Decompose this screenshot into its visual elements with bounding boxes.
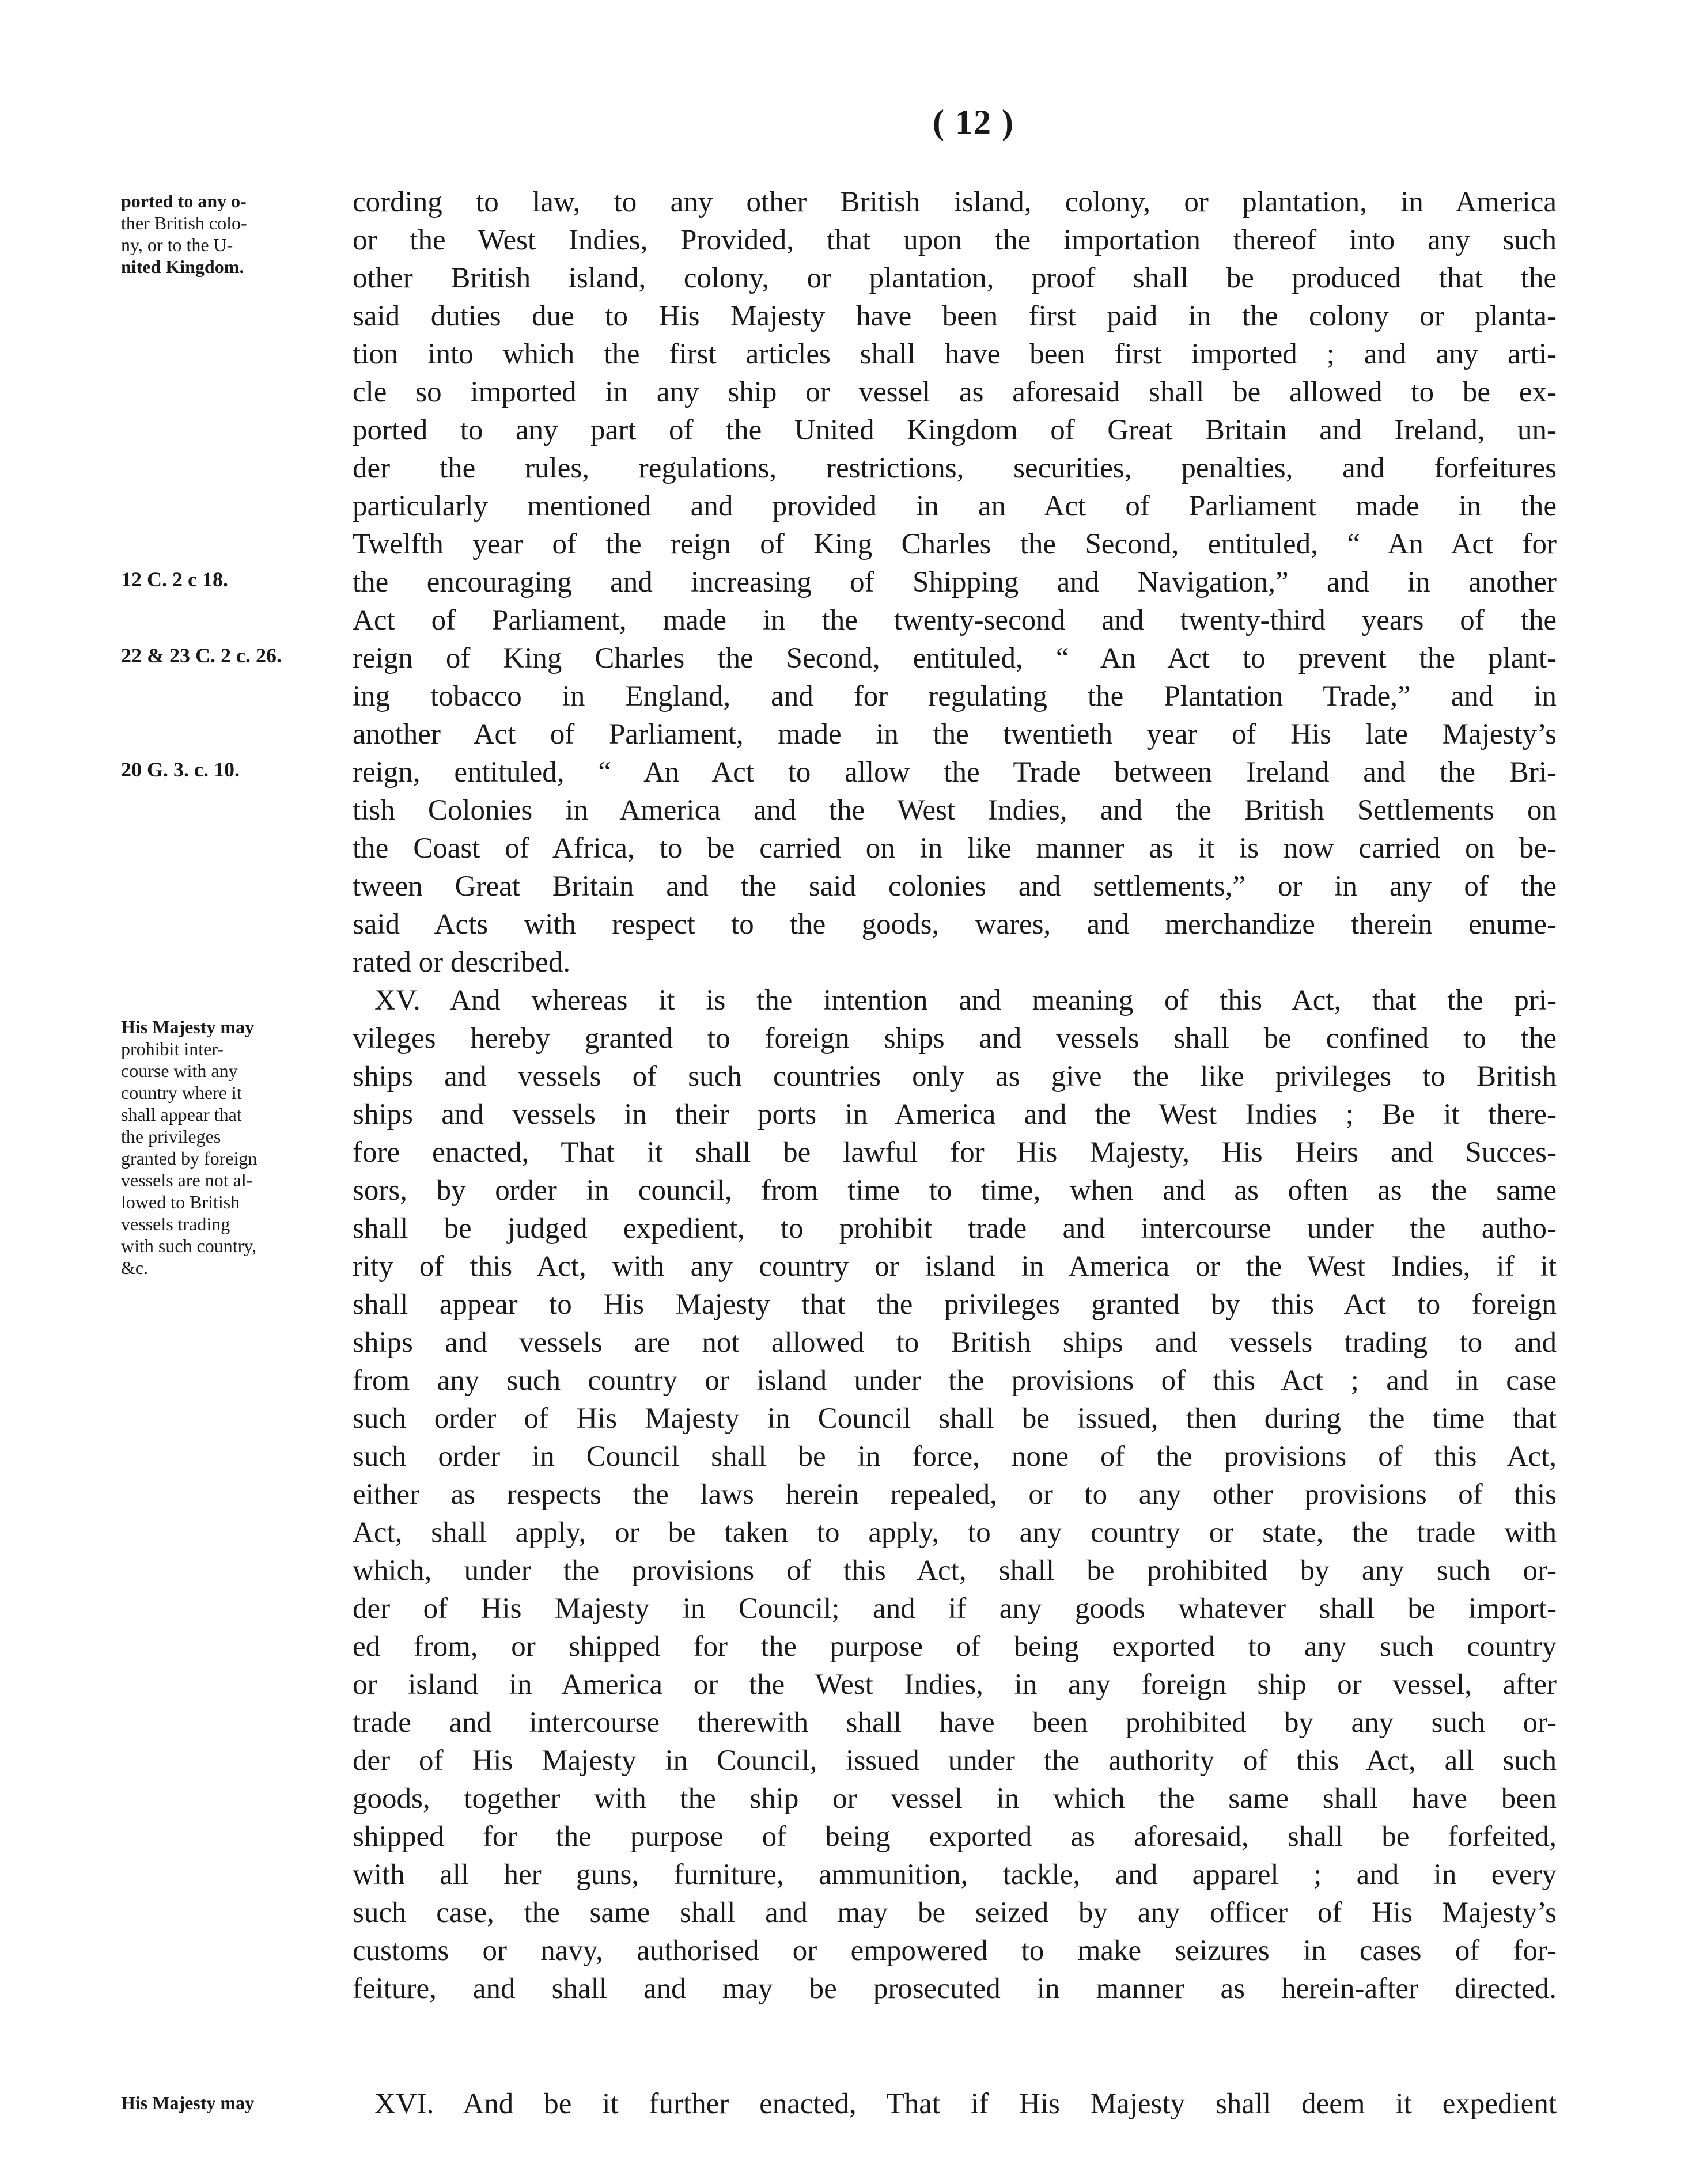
body-line: der of His Majesty in Council; and if any goods whatever shall be import-	[353, 1592, 1557, 1625]
body-line: trade and intercourse therewith shall have been prohibited by any such or-	[353, 1707, 1557, 1739]
body-line: Act of Parliament, made in the twenty-second and twenty-third years of the	[353, 604, 1557, 636]
body-line: vileges hereby granted to foreign ships and vessels shall be confined to the	[353, 1022, 1557, 1055]
body-line: goods, together with the ship or vessel in which the same shall have been	[353, 1783, 1557, 1815]
body-line: fore enacted, That it shall be lawful for His Majesty, His Heirs and Succes-	[353, 1136, 1557, 1169]
margin-note-2-line: His Majesty may	[121, 1017, 255, 1037]
body-line: shipped for the purpose of being exported as aforesaid, shall be forfeited,	[353, 1821, 1557, 1853]
body-line: reign, entituled, “ An Act to allow the Trade between Ireland and the Bri-	[353, 756, 1557, 788]
body-line: tion into which the first articles shall have been first imported ; and any arti-	[353, 338, 1557, 370]
body-line: feiture, and shall and may be prosecuted in manner as herein-after directed.	[353, 1973, 1557, 2005]
margin-note-2-line: course with any	[121, 1060, 238, 1081]
margin-citation: 20 G. 3. c. 10.	[121, 758, 240, 781]
margin-citation: 22 & 23 C. 2 c. 26.	[121, 644, 282, 667]
margin-note-2-line: granted by foreign	[121, 1148, 258, 1169]
margin-note-2-line: vessels trading	[121, 1214, 230, 1234]
section-xv-start: XV. And whereas it is the intention and meaning of this Act, that the pri-	[374, 984, 1557, 1017]
body-line: another Act of Parliament, made in the twentieth year of His late Majesty’s	[353, 718, 1557, 750]
body-line: particularly mentioned and provided in an Act of Parliament made in the	[353, 490, 1557, 522]
margin-note-2-line: country where it	[121, 1082, 242, 1103]
body-line: the encouraging and increasing of Shipping and Navigation,” and in another	[353, 566, 1557, 598]
margin-note-3: His Majesty may	[121, 2092, 255, 2113]
body-line: tween Great Britain and the said colonies and settlements,” or in any of the	[353, 870, 1557, 903]
body-line: from any such country or island under the provisions of this Act ; and in case	[353, 1364, 1557, 1397]
body-line: rity of this Act, with any country or island in America or the West Indies, if it	[353, 1250, 1557, 1283]
body-line: ships and vessels are not allowed to British ships and vessels trading to and	[353, 1326, 1557, 1359]
margin-note-2-line: shall appear that	[121, 1104, 242, 1125]
body-line: rated or described.	[353, 946, 571, 979]
body-line: or island in America or the West Indies, in any foreign ship or vessel, after	[353, 1669, 1557, 1701]
margin-note-2-line: prohibit inter-	[121, 1038, 224, 1059]
body-line: either as respects the laws herein repealed, or to any other provisions of this	[353, 1478, 1557, 1511]
margin-note-2-line: the privileges	[121, 1126, 221, 1147]
body-line: shall appear to His Majesty that the privileges granted by this Act to foreign	[353, 1288, 1557, 1321]
section-xvi-start: XVI. And be it further enacted, That if His Majesty shall deem it expedient	[374, 2088, 1557, 2120]
body-line: customs or navy, authorised or empowered to make seizures in cases of for-	[353, 1935, 1557, 1967]
body-line: shall be judged expedient, to prohibit trade and intercourse under the autho-	[353, 1212, 1557, 1245]
margin-note-2-line: lowed to British	[121, 1192, 240, 1212]
body-line: ships and vessels in their ports in America and the West Indies ; Be it there-	[353, 1098, 1557, 1131]
body-line: or the West Indies, Provided, that upon the importation thereof into any such	[353, 224, 1557, 256]
margin-note-1-line: ported to any o-	[121, 191, 247, 211]
page-number: ( 12 )	[933, 103, 1014, 141]
margin-note-2-line: with such country,	[121, 1235, 257, 1256]
body-line: ships and vessels of such countries only as give the like privileges to British	[353, 1060, 1557, 1093]
body-line: reign of King Charles the Second, entituled, “ An Act to prevent the plant-	[353, 642, 1557, 674]
body-line: with all her guns, furniture, ammunition, tackle, and apparel ; and in every	[353, 1859, 1557, 1891]
body-line: tish Colonies in America and the West Indies, and the British Settlements on	[353, 794, 1557, 826]
body-line: cle so imported in any ship or vessel as aforesaid shall be allowed to be ex-	[353, 376, 1557, 408]
margin-note-2-line: vessels are not al-	[121, 1170, 253, 1190]
body-line: sors, by order in council, from time to time, when and as often as the same	[353, 1174, 1557, 1207]
body-line: which, under the provisions of this Act, shall be prohibited by any such or-	[353, 1554, 1557, 1587]
body-line: Twelfth year of the reign of King Charles the Second, entituled, “ An Act for	[353, 528, 1557, 560]
body-line: der of His Majesty in Council, issued under the authority of this Act, all such	[353, 1745, 1557, 1777]
body-line: Act, shall apply, or be taken to apply, to any country or state, the trade with	[353, 1516, 1557, 1549]
margin-note-1-line: ny, or to the U-	[121, 234, 233, 255]
margin-citation: 12 C. 2 c 18.	[121, 568, 228, 591]
body-line: ing tobacco in England, and for regulating the Plantation Trade,” and in	[353, 680, 1557, 712]
body-line: such order of His Majesty in Council shall be issued, then during the time that	[353, 1402, 1557, 1435]
margin-note-1-line: nited Kingdom.	[121, 256, 244, 277]
body-line: ported to any part of the United Kingdom of Great Britain and Ireland, un-	[353, 414, 1557, 446]
margin-note-2-line: &c.	[121, 1257, 149, 1278]
body-line: said Acts with respect to the goods, wares, and merchandize therein enume-	[353, 908, 1557, 941]
body-line: said duties due to His Majesty have been first paid in the colony or planta-	[353, 300, 1557, 332]
body-line: other British island, colony, or plantation, proof shall be produced that the	[353, 262, 1557, 294]
margin-note-1-line: ther British colo-	[121, 213, 247, 233]
body-line: the Coast of Africa, to be carried on in like manner as it is now carried on be-	[353, 832, 1557, 864]
body-line: cording to law, to any other British island, colony, or plantation, in America	[353, 186, 1557, 218]
body-line: such order in Council shall be in force, none of the provisions of this Act,	[353, 1440, 1557, 1473]
body-line: such case, the same shall and may be seized by any officer of His Majesty’s	[353, 1897, 1557, 1929]
body-line: ed from, or shipped for the purpose of being exported to any such country	[353, 1631, 1557, 1663]
body-line: der the rules, regulations, restrictions, securities, penalties, and forfeitures	[353, 452, 1557, 484]
